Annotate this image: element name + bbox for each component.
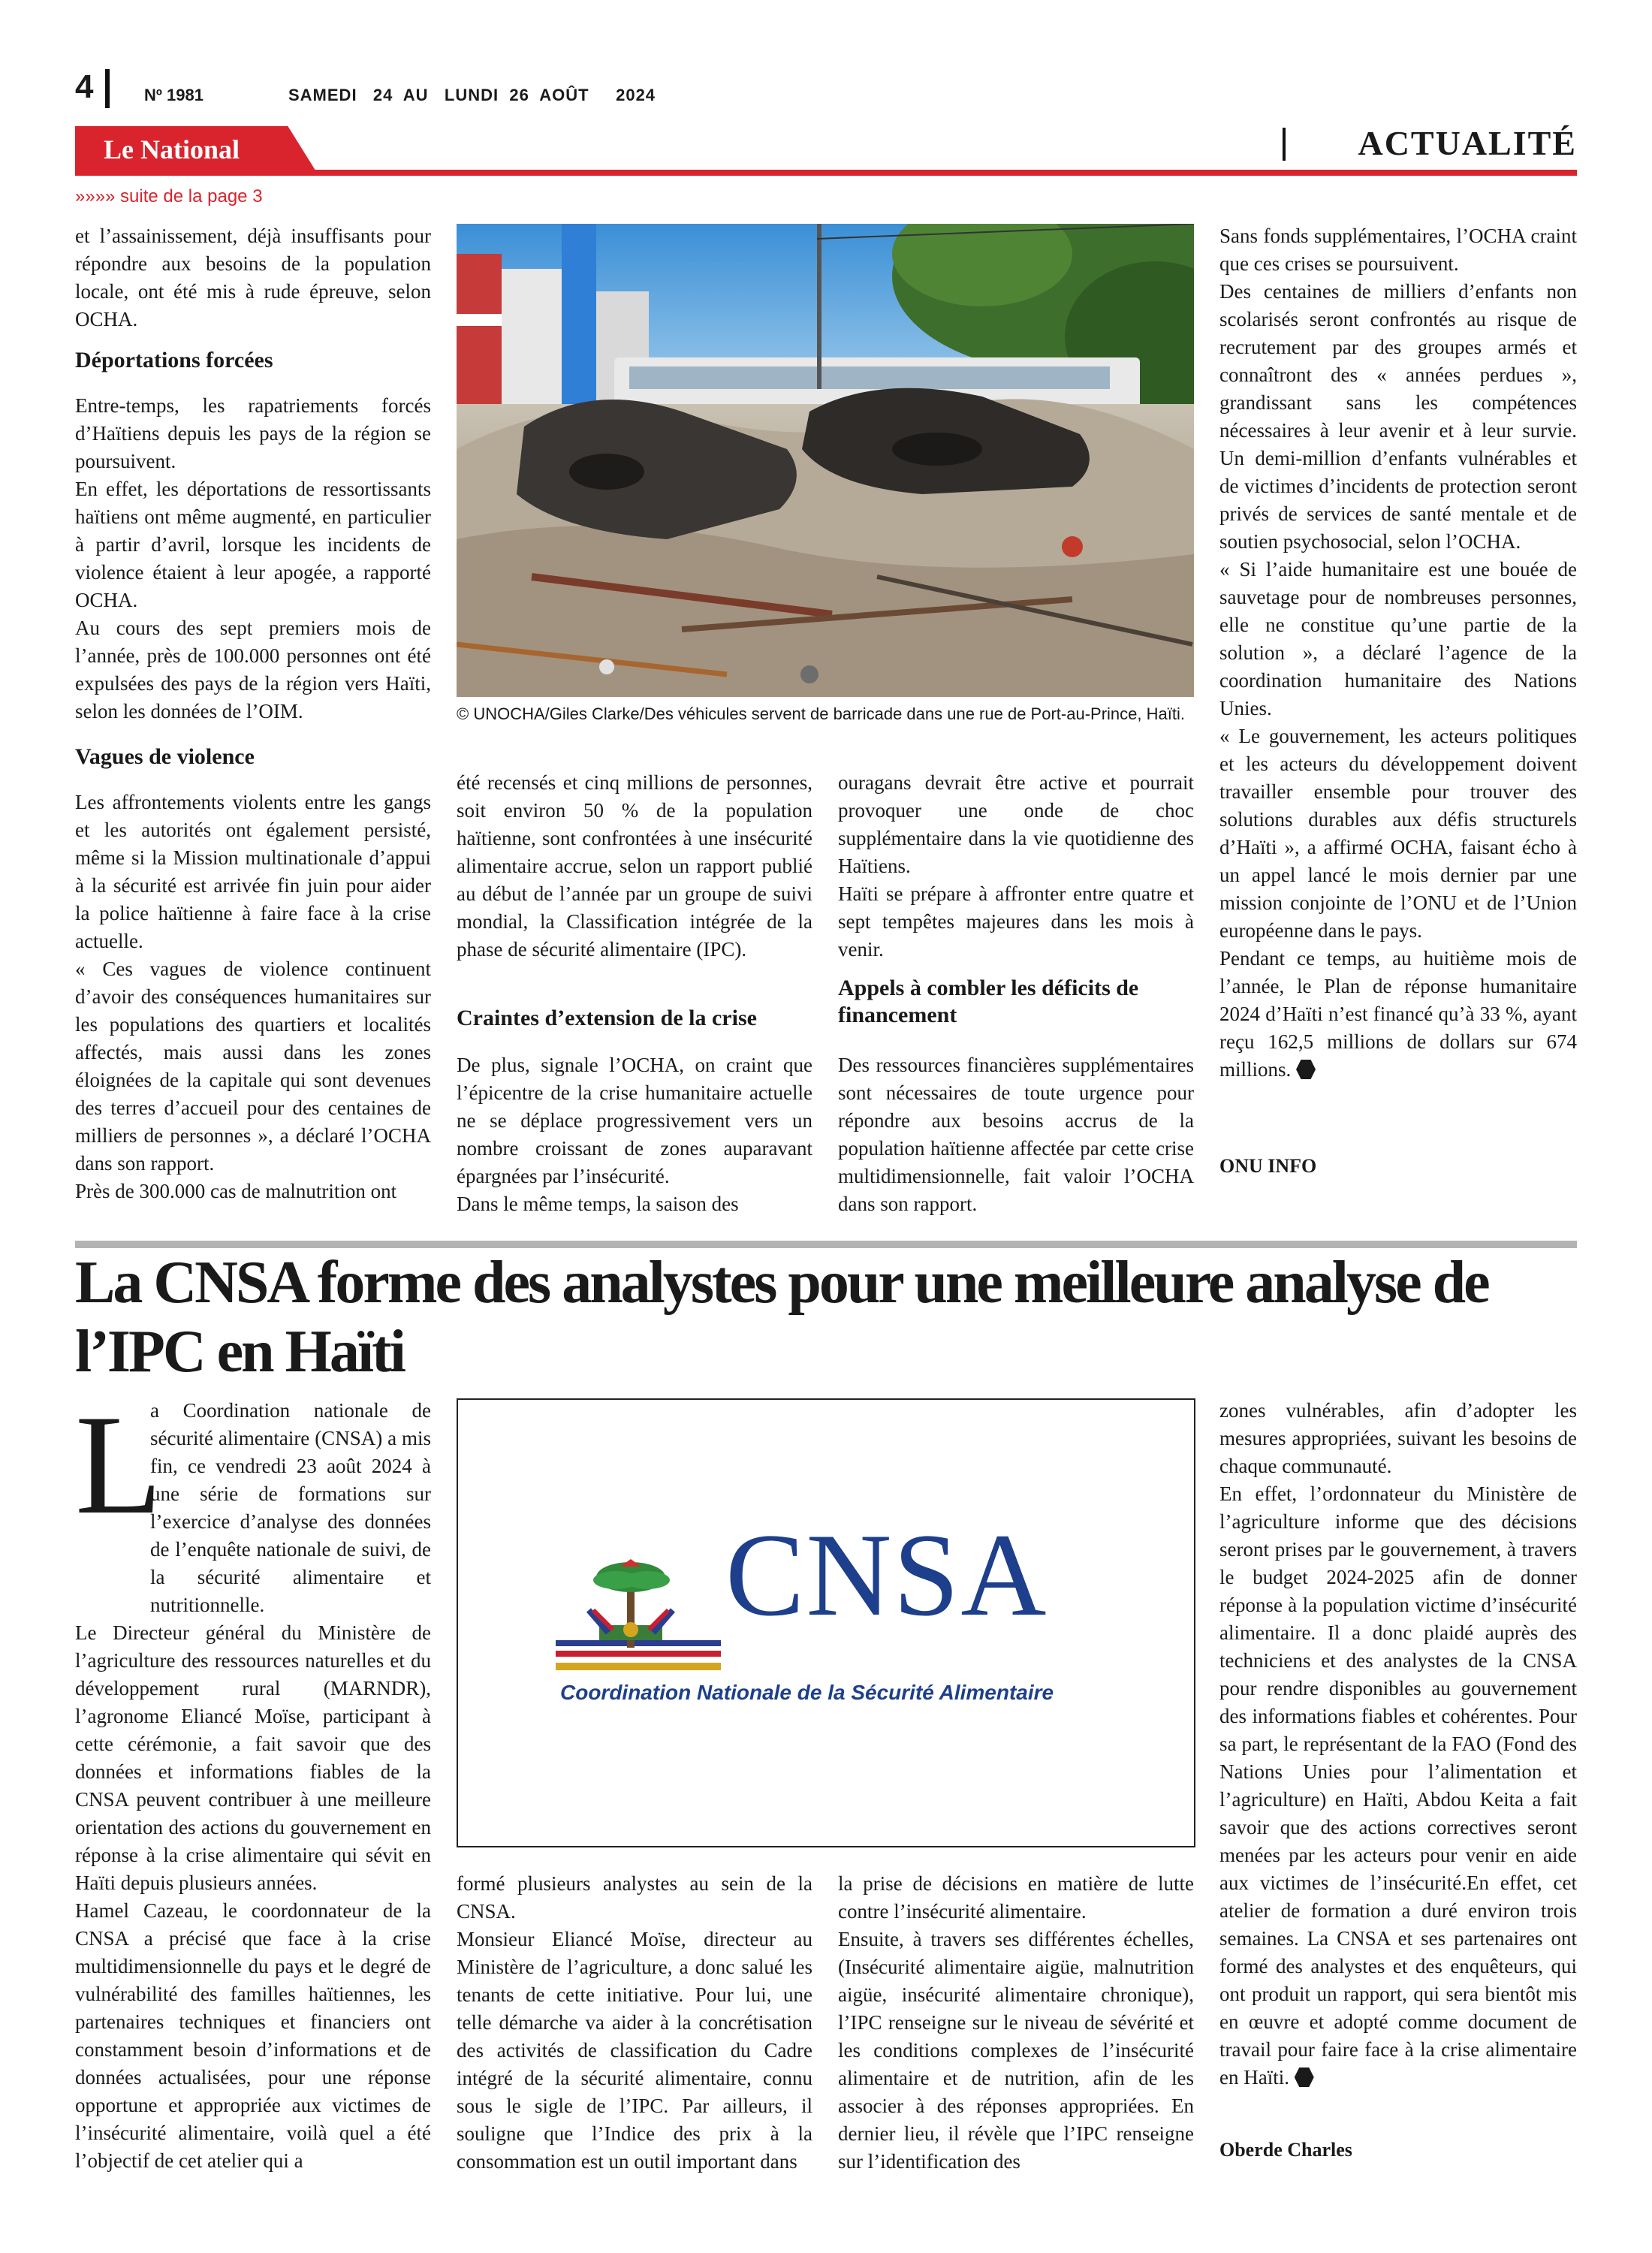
article1-column3-bottom (838, 1051, 1194, 1218)
end-of-article-icon (1295, 2068, 1314, 2087)
article2-column4 (1219, 1397, 1577, 2092)
article1-column1-intro (75, 222, 431, 333)
article1-column2-bottom (457, 1051, 812, 1218)
section-title: ACTUALITÉ (1358, 124, 1577, 162)
paragraph: Des ressources financières supplémentaires sont nécessaires de toute urgence pour répondre aux besoins accrus de la population haïtienne affectée par cette crise multidimensionnelle, fait valoir l’OCHA dans son rapport. (838, 1054, 1194, 1215)
paragraph (1219, 945, 1577, 1084)
subheading-deportations: Déportations forcées (75, 348, 273, 372)
issue-number: Nº 1981 (144, 86, 203, 104)
paragraph: Au cours des sept premiers mois de l’année, près de 100.000 personnes ont été expulsées des pays de la région vers Haïti, selon les données de l’OIM. (75, 617, 431, 722)
cnsa-logo-wordmark: CNSA (725, 1510, 1048, 1641)
photo-caption: © UNOCHA/Giles Clarke/Des véhicules servent de barricade dans une rue de Port-au-Prince, Haïti. (457, 704, 1185, 723)
paragraph (75, 1386, 431, 1619)
page-number: 4 (75, 68, 94, 105)
paragraph: Entre-temps, les rapatriements forcés d’Haïtiens depuis les pays de la région se poursuivent. (75, 394, 431, 472)
article1-column1-deportations (75, 392, 431, 725)
barricade-photo (457, 224, 1194, 697)
article1-byline: ONU INFO (1219, 1155, 1317, 1177)
paragraph: « Si l’aide humanitaire est une bouée de sauvetage pour de nombreuses personnes, elle ne constitue qu’une partie de la solution », a déclaré l’agence de la coordination humanitaire des Nations Unies. (1219, 558, 1577, 719)
paragraph: En effet, les déportations de ressortissants haïtiens ont même augmenté, en particulier à partir d’avril, lorsque les incidents de violence étaient à leur apogée, a rapporté OCHA. (75, 478, 431, 611)
page-number-divider (105, 69, 110, 108)
paragraph: Sans fonds supplémentaires, l’OCHA craint que ces crises se poursuivent. (1219, 225, 1577, 275)
paragraph: et l’assainissement, déjà insuffisants pour répondre aux besoins de la population locale, ont été mis à rude épreuve, selon OCHA. (75, 225, 431, 330)
haiti-coat-of-arms-icon (556, 1558, 721, 1685)
subheading-violence: Vagues de violence (75, 744, 255, 769)
article2-column1 (75, 1386, 431, 2175)
paragraph: Haïti se prépare à affronter entre quatre et sept tempêtes majeures dans les mois à venir. (838, 882, 1194, 961)
issue-date: SAMEDI 24 AU LUNDI 26 AOÛT 2024 (288, 86, 656, 104)
photo-image (457, 224, 1194, 697)
paragraph: Le Directeur général du Ministère de l’agriculture des ressources naturelles et du développement rural (MARNDR), l’agronome Eliancé Moïse, participant à cette cérémonie, a fait savoir que des données et informations fiables de la CNSA peuvent contribuer à une meilleure orientation des actions du gouvernement en réponse à la crise alimentaire qui sévit en Haïti depuis plusieurs années. (75, 1621, 431, 1894)
article2-column3 (838, 1870, 1194, 2176)
section-divider (1283, 128, 1286, 161)
subheading-appels: Appels à combler les déficits de financement (838, 976, 1139, 1027)
paragraph: De plus, signale l’OCHA, on craint que l’épicentre de la crise humanitaire actuelle ne se déplace progressivement vers un nombre croissant de zones auparavant épargnées par l’insécurité. (457, 1054, 812, 1187)
paragraph: la prise de décisions en matière de lutte contre l’insécurité alimentaire. (838, 1872, 1194, 1923)
article1-column2-top (457, 769, 812, 964)
paragraph: Hamel Cazeau, le coordonnateur de la CNSA a précisé que face à la crise multidimensionnelle du pays et le degré de vulnérabilité des familles haïtiennes, les partenaires techniques et financiers ont constamment besoin d’informations et de données actualisées, pour une réponse opportune et appropriée aux victimes de l’insécurité alimentaire, voilà quel a été l’objectif de cet atelier qui a (75, 1899, 431, 2172)
paragraph: Les affrontements violents entre les gangs et les autorités ont également persisté, même si la Mission multinationale d’appui à la sécurité est arrivée fin juin pour aider la police haïtienne à faire face à la crise actuelle. (75, 791, 431, 952)
article1-column4 (1219, 222, 1577, 1084)
continued-from-label: »»»» suite de la page 3 (75, 186, 263, 207)
cnsa-logo-tagline: Coordination Nationale de la Sécurité Alimentaire (560, 1681, 1054, 1704)
paragraph: Monsieur Eliancé Moïse, directeur au Ministère de l’agriculture, a donc salué les tenants de cette initiative. Pour lui, une telle démarche va aider à la concrétisation des activités de classification du Cadre intégré de la sécurité alimentaire, connu sous le sigle de l’IPC. Par ailleurs, il souligne que l’Indice des prix à la consommation est un outil important dans (457, 1928, 812, 2173)
end-of-article-icon (1296, 1060, 1316, 1079)
article1-column3-top (838, 769, 1194, 964)
paragraph: Des centaines de milliers d’enfants non scolarisés seront confrontés au risque de recrutement par des groupes armés et connaîtront des « années perdues », grandissant sans les compétences nécessaires à leur avenir et à leur survie. Un demi-million d’enfants vulnérables et de victimes d’incidents de protection seront privés de services de santé mentale et de soutien psychosocial, selon l’OCHA. (1219, 280, 1577, 553)
paragraph: zones vulnérables, afin d’adopter les mesures appropriées, suivant les besoins de chaque communauté. (1219, 1399, 1577, 1477)
paragraph: Dans le même temps, la saison des (457, 1193, 739, 1215)
subheading-craintes: Craintes d’extension de la crise (457, 1006, 757, 1030)
article2-byline: Oberde Charles (1219, 2139, 1352, 2161)
paragraph: Ensuite, à travers ses différentes échelles, (Insécurité alimentaire aigüe, malnutrition aigüe, insécurité alimentaire chronique), l’IPC renseigne sur le niveau de sévérité et les conditions complexes de l’insécurité alimentaire et de nutrition, afin de les associer à des réponses appropriées. En dernier lieu, il révèle que l’IPC renseigne sur l’identification des (838, 1928, 1194, 2173)
paragraph: « Le gouvernement, les acteurs politiques et les acteurs du développement doivent travailler ensemble pour trouver des solutions durables aux défis structurels d’Haïti », a affirmé OCHA, faisant écho à un appel lancé le mois dernier par une mission conjointe de l’ONU et de l’Union européenne dans le pays. (1219, 725, 1577, 942)
paragraph: été recensés et cinq millions de personnes, soit environ 50 % de la population haïtienne, sont confrontées à une insécurité alimentaire accrue, selon un rapport publié au début de l’année par un groupe de suivi mondial, la Classification intégrée de la phase de sécurité alimentaire (IPC). (457, 771, 812, 961)
paragraph: « Ces vagues de violence continuent d’avoir des conséquences humanitaires sur les populations des quartiers et localités affectés, mais aussi dans les zones éloignées de la capitale qui sont devenues des terres d’accueil pour des centaines de milliers de personnes », a déclaré l’OCHA dans son rapport. (75, 958, 431, 1175)
paragraph: formé plusieurs analystes au sein de la CNSA. (457, 1872, 812, 1923)
drop-cap: L (75, 1386, 163, 1544)
paragraph: Près de 300.000 cas de malnutrition ont (75, 1180, 397, 1202)
paragraph (1219, 1480, 1577, 2092)
article2-headline: La CNSA forme des analystes pour une meilleure analyse de l’IPC en Haïti (75, 1250, 1488, 1385)
brand-logo: Le National (104, 134, 240, 164)
paragraph: ouragans devrait être active et pourrait provoquer une onde de choc supplémentaire dans la vie quotidienne des Haïtiens. (838, 771, 1194, 877)
article1-column1-violence (75, 789, 431, 1205)
paragraph-text: Pendant ce temps, au huitième mois de l’année, le Plan de réponse humanitaire 2024 d’Haïti n’est financé qu’à 33 %, ayant reçu 162,5 millions de dollars sur 674 millions. (1219, 947, 1577, 1081)
article-divider (75, 1241, 1577, 1248)
paragraph-text: En effet, l’ordonnateur du Ministère de l’agriculture informe que des décisions seront prises par le gouvernement, à travers le budget 2024-2025 afin de donner réponse à la population victime d’insécurité alimentaire. Il a donc plaidé auprès des techniciens et des analystes de la CNSA pour rendre disponibles au gouvernement des informations fiables et cohérentes. Pour sa part, le représentant de la FAO (Fond des Nations Unies pour l’alimentation et l’agriculture) en Haïti, Abdou Keita a fait savoir que des actions correctives seront menées par les acteurs pour venir en aide aux victimes de l’insécurité.En effet, cet atelier de formation a duré environ trois semaines. La CNSA et ses partenaires ont formé des analystes et des enquêteurs, qui ont produit un rapport, qui sera bientôt mis en œuvre et adopté comme document de travail pour faire face à la crise alimentaire en Haïti. (1219, 1482, 1577, 2089)
paragraph-text: a Coordination nationale de sécurité alimentaire (CNSA) a mis fin, ce vendredi 23 août 2024 à une série de formations sur l’exercice d’analyse des données de l’enquête nationale de suivi, de la sécurité alimentaire et nutritionnelle. (150, 1399, 431, 1616)
cnsa-logo-box (457, 1398, 1195, 1847)
article2-column2 (457, 1870, 812, 2176)
header-rule (75, 170, 1577, 176)
